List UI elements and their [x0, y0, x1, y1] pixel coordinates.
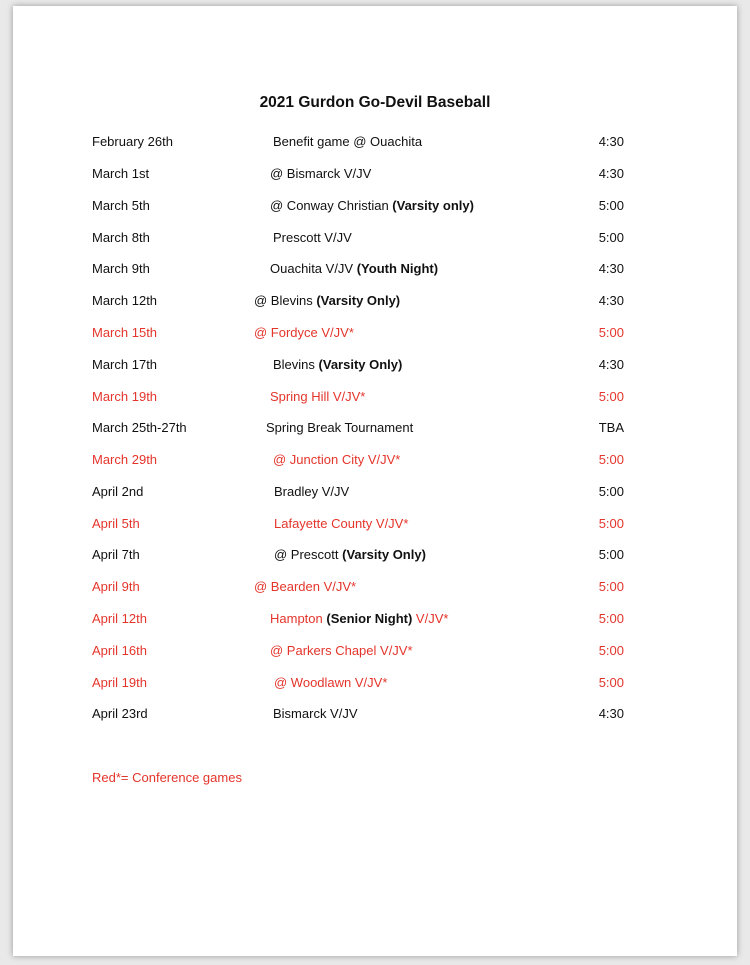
game-time: 5:00 — [598, 643, 624, 658]
legend-note: Red*= Conference games — [92, 770, 242, 785]
game-time: 4:30 — [598, 357, 624, 372]
opponent-suffix: V/JV* — [412, 611, 449, 626]
game-time: 5:00 — [598, 611, 624, 626]
game-date: April 7th — [92, 547, 140, 562]
game-time: 4:30 — [598, 261, 624, 276]
game-time: 5:00 — [598, 579, 624, 594]
opponent-text: Ouachita V/JV — [270, 261, 357, 276]
game-time: 4:30 — [598, 134, 624, 149]
opponent-note: (Varsity Only) — [316, 293, 401, 308]
game-opponent — [254, 293, 400, 308]
game-opponent — [274, 484, 349, 499]
game-time: 5:00 — [598, 325, 624, 340]
opponent-note: (Varsity Only) — [342, 547, 426, 562]
opponent-text: Prescott V/JV — [273, 230, 352, 245]
game-date: April 9th — [92, 579, 140, 594]
opponent-note: (Varsity Only) — [318, 357, 403, 372]
game-time: 5:00 — [598, 452, 624, 467]
schedule-row — [0, 134, 750, 154]
game-date: February 26th — [92, 134, 173, 149]
schedule-row — [0, 547, 750, 567]
game-time: 5:00 — [598, 198, 624, 213]
opponent-text: @ Parkers Chapel V/JV* — [270, 643, 413, 658]
game-opponent — [270, 198, 474, 213]
game-opponent — [254, 325, 354, 340]
game-time: 5:00 — [598, 547, 624, 562]
game-date: April 5th — [92, 516, 140, 531]
opponent-text: Blevins — [273, 357, 319, 372]
opponent-text: Bismarck V/JV — [273, 706, 358, 721]
schedule-row — [0, 230, 750, 250]
opponent-text: @ Conway Christian — [270, 198, 393, 213]
game-date: March 1st — [92, 166, 150, 181]
schedule-row — [0, 675, 750, 695]
schedule-row — [0, 706, 750, 726]
opponent-text: Benefit game @ Ouachita — [273, 134, 423, 149]
game-date: March 5th — [92, 198, 150, 213]
game-opponent — [274, 547, 426, 562]
game-time: 5:00 — [598, 484, 624, 499]
game-opponent — [274, 675, 387, 690]
game-time: 5:00 — [598, 230, 624, 245]
game-opponent — [273, 357, 402, 372]
game-time: 4:30 — [598, 706, 624, 721]
game-time: 5:00 — [598, 389, 624, 404]
opponent-text: @ Woodlawn V/JV* — [274, 675, 388, 690]
game-date: March 19th — [92, 389, 158, 404]
game-date: April 12th — [92, 611, 147, 626]
opponent-note: (Varsity only) — [392, 198, 474, 213]
game-opponent — [254, 579, 356, 594]
opponent-text: Spring Break Tournament — [266, 420, 414, 435]
game-date: April 2nd — [92, 484, 144, 499]
schedule-row — [0, 516, 750, 536]
game-date: March 12th — [92, 293, 158, 308]
game-opponent — [270, 611, 448, 626]
opponent-text: Hampton — [270, 611, 327, 626]
opponent-text: @ Fordyce V/JV* — [254, 325, 354, 340]
schedule-row — [0, 261, 750, 281]
game-date: March 15th — [92, 325, 158, 340]
game-date: March 8th — [92, 230, 150, 245]
game-opponent — [270, 261, 438, 276]
schedule-row — [0, 579, 750, 599]
game-date: March 29th — [92, 452, 158, 467]
opponent-text: Bradley V/JV — [274, 484, 350, 499]
schedule-row — [0, 389, 750, 409]
schedule-row — [0, 611, 750, 631]
page-title: 2021 Gurdon Go-Devil Baseball — [259, 94, 491, 111]
schedule-row — [0, 166, 750, 186]
opponent-text: @ Blevins — [254, 293, 317, 308]
opponent-note: (Senior Night) — [326, 611, 413, 626]
game-date: April 19th — [92, 675, 147, 690]
opponent-text: @ Bismarck V/JV — [270, 166, 372, 181]
game-opponent — [273, 706, 358, 721]
opponent-text: @ Junction City V/JV* — [273, 452, 401, 467]
game-date: March 17th — [92, 357, 158, 372]
game-date: April 23rd — [92, 706, 148, 721]
game-opponent — [270, 389, 365, 404]
game-time: 5:00 — [598, 675, 624, 690]
game-time: 5:00 — [598, 516, 624, 531]
schedule-row — [0, 420, 750, 440]
opponent-text: @ Bearden V/JV* — [254, 579, 357, 594]
opponent-text: @ Prescott — [274, 547, 343, 562]
schedule-row — [0, 643, 750, 663]
game-opponent — [270, 643, 413, 658]
game-opponent — [273, 452, 400, 467]
opponent-text: Spring Hill V/JV* — [270, 389, 366, 404]
game-date: April 16th — [92, 643, 147, 658]
opponent-note: (Youth Night) — [356, 261, 439, 276]
game-date: March 25th-27th — [92, 420, 187, 435]
game-opponent — [266, 420, 413, 435]
game-opponent — [270, 166, 371, 181]
schedule-row — [0, 484, 750, 504]
schedule-row — [0, 293, 750, 313]
schedule-row — [0, 198, 750, 218]
game-time: 4:30 — [598, 166, 624, 181]
game-time: TBA — [598, 420, 624, 435]
game-opponent — [273, 134, 422, 149]
schedule-row — [0, 325, 750, 345]
game-opponent — [274, 516, 408, 531]
schedule-row — [0, 357, 750, 377]
schedule-row — [0, 452, 750, 472]
game-opponent — [273, 230, 352, 245]
game-date: March 9th — [92, 261, 150, 276]
opponent-text: Lafayette County V/JV* — [274, 516, 409, 531]
game-time: 4:30 — [598, 293, 624, 308]
